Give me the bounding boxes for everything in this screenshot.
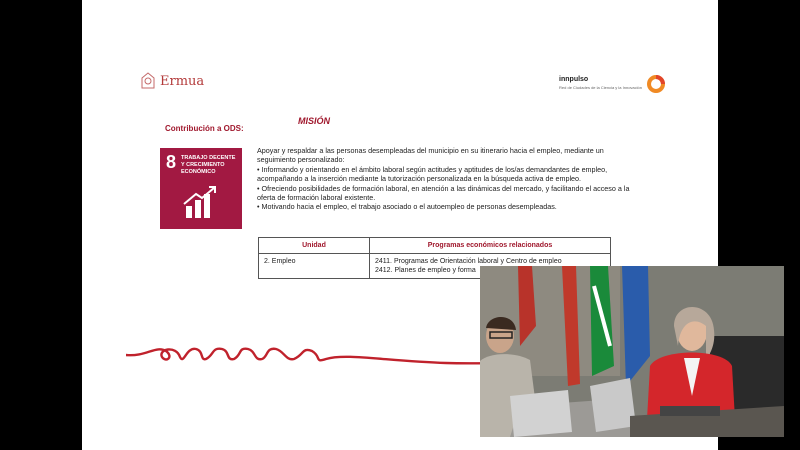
innpulso-logo-subtext: Red de Ciudades de la Ciencia y la Innovación <box>559 85 642 90</box>
sdg-8-tile <box>160 148 242 229</box>
column-header-programas: Programas económicos relacionados <box>370 238 611 254</box>
ermua-emblem-icon <box>138 70 158 92</box>
unit-cell: 2. Empleo <box>259 254 370 279</box>
sdg-title: TRABAJO DECENTE Y CRECIMIENTO ECONÓMICO <box>181 155 236 175</box>
sdg-number: 8 <box>166 152 177 172</box>
innpulso-logo-text: innpulso <box>559 76 589 83</box>
mision-line: • Ofreciendo posibilidades de formación laboral, en atención a las dinámicas del mercado, y facilitando el acceso a la oferta de formación laboral existente. <box>257 183 630 203</box>
column-header-unidad: Unidad <box>259 238 370 254</box>
program-line: 2411. Programas de Orientación laboral y Centro de empleo <box>375 258 562 265</box>
mision-heading: MISIÓN <box>298 116 331 126</box>
mision-line: • Informando y orientando en el ámbito laboral según actitudes y aptitudes de los/as demandantes de empleo, acompañando a la inserción mediante la tutorización personalizada en la búsqueda activa de empleo. <box>257 164 608 184</box>
ermua-logo <box>138 70 204 92</box>
webcam-scene <box>480 266 784 437</box>
mision-text <box>257 146 632 212</box>
laptop-icon <box>590 378 636 432</box>
mision-line: • Motivando hacia el empleo, el trabajo asociado o el autoempleo de personas desempleadas. <box>257 202 557 212</box>
webcam-overlay <box>480 266 784 437</box>
ods-contribution-label: Contribución a ODS: <box>165 124 244 133</box>
ermua-logo-text: Ermua <box>160 73 205 89</box>
mision-line: Apoyar y respaldar a las personas desempleadas del municipio en su itinerario hacia el empleo, mediante un seguimiento personalizado: <box>257 146 604 165</box>
growth-chart-icon <box>182 186 218 220</box>
innpulso-logo <box>559 74 666 94</box>
program-line: 2412. Planes de empleo y forma <box>375 267 476 274</box>
innpulso-ring-icon <box>646 74 666 94</box>
